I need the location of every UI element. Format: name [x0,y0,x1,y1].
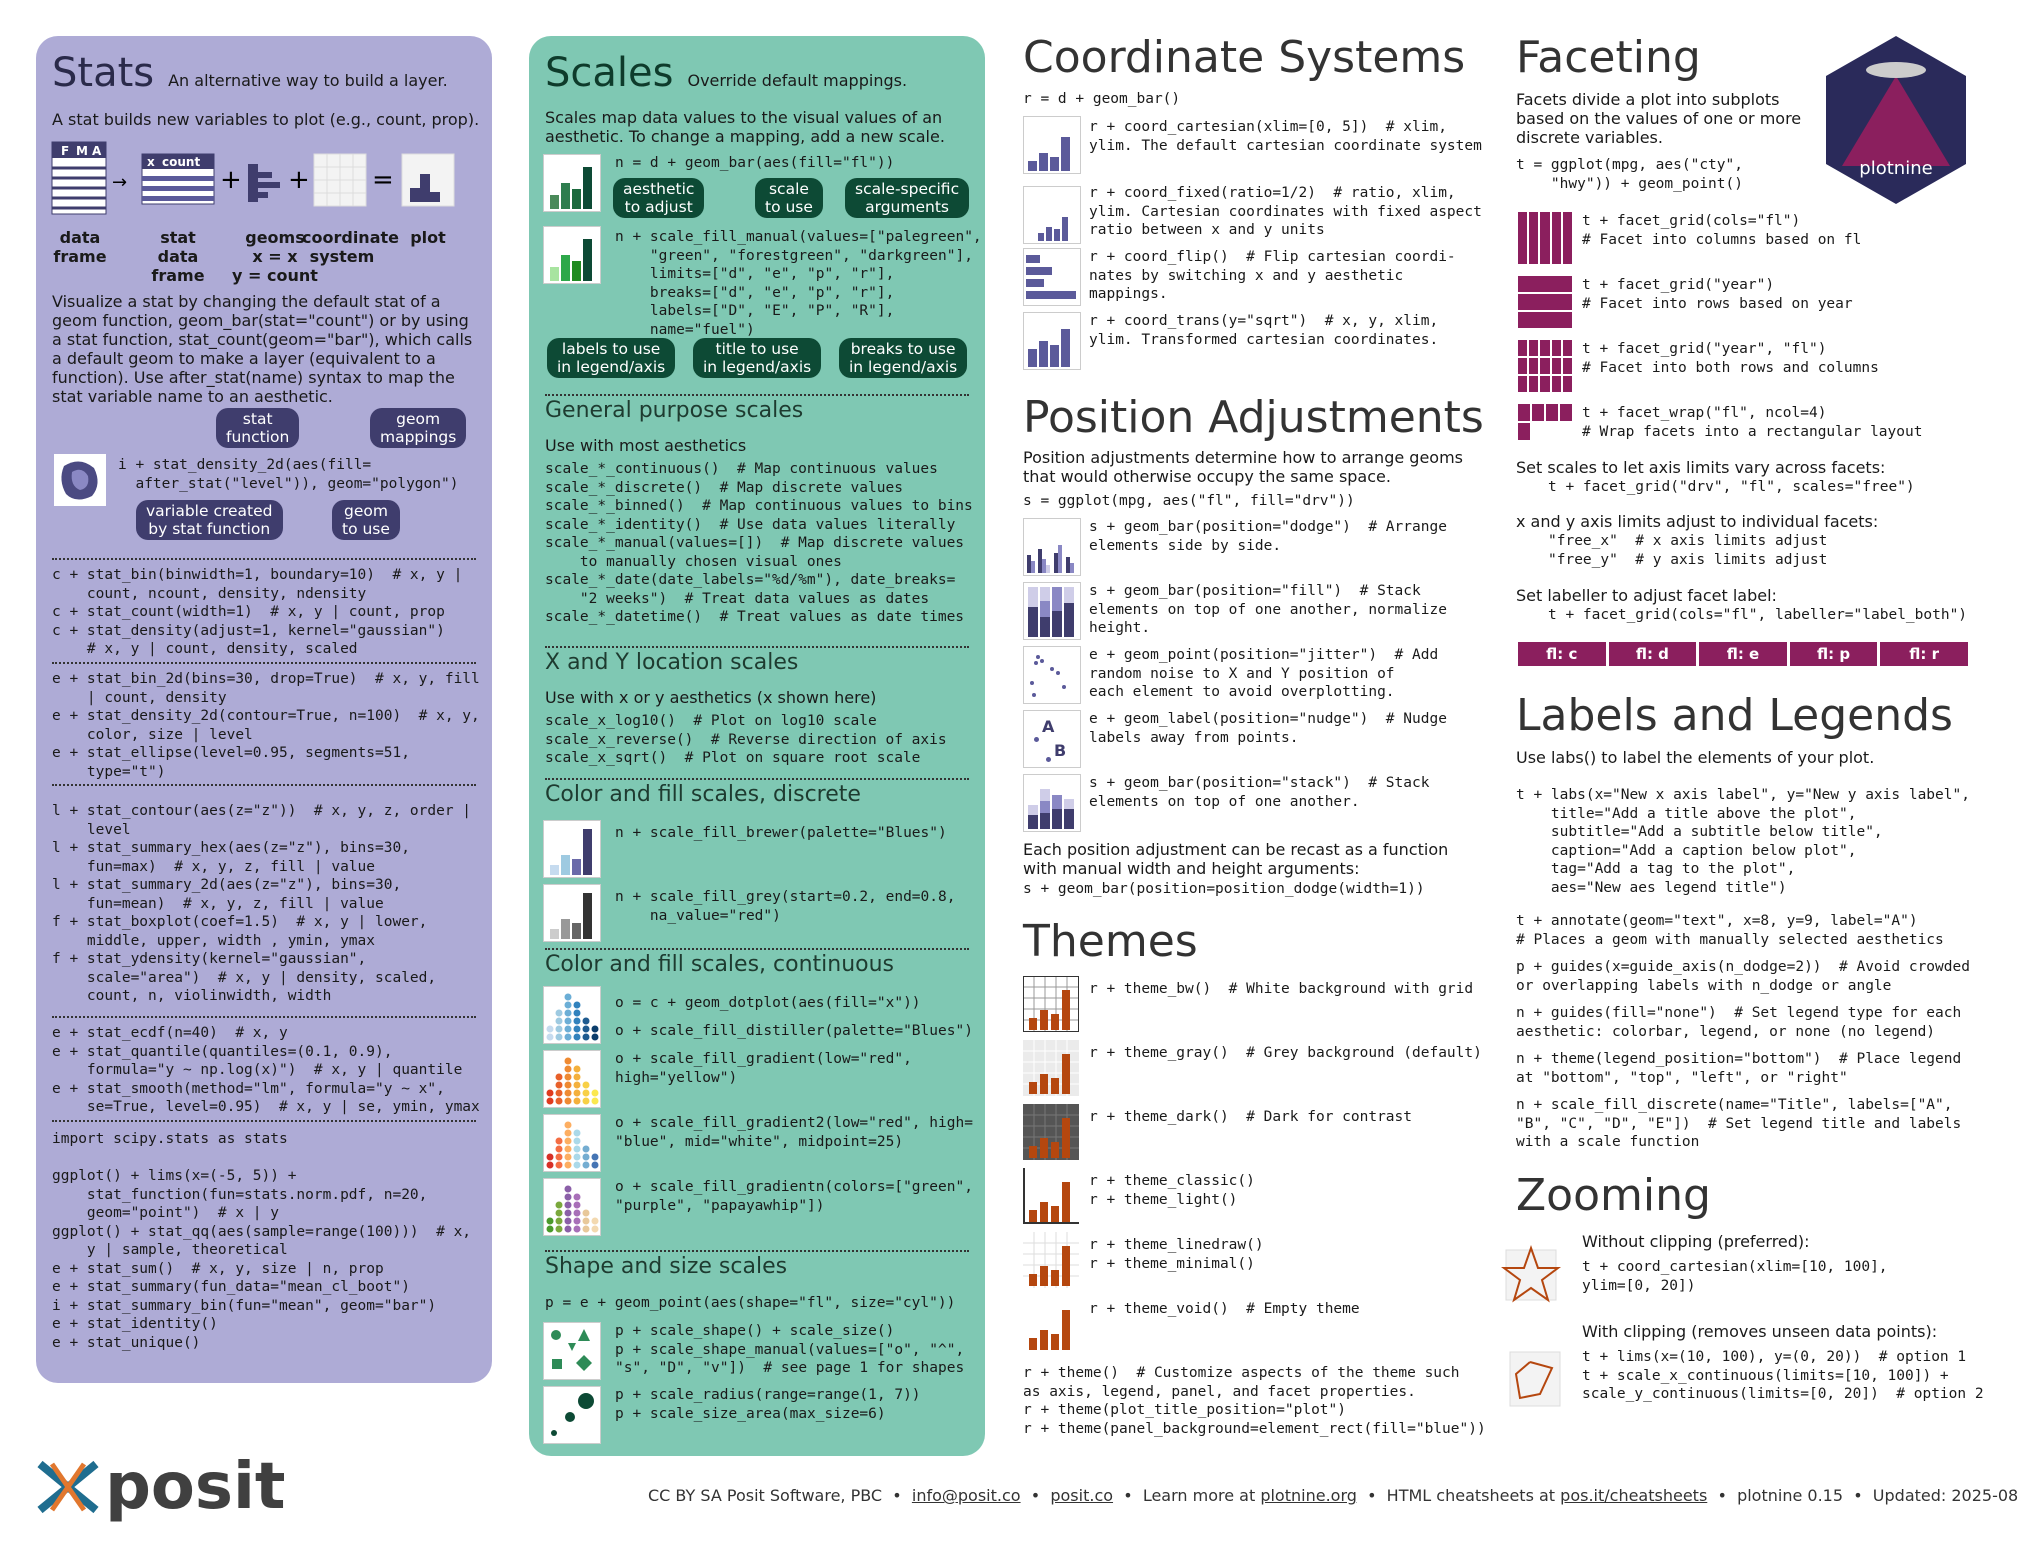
coord-item-3: r + coord_flip() # Flip cartesian coordi- nates by switching x and y aesthetic mappings. [1089,249,1456,302]
footer-site-link[interactable]: posit.co [1050,1486,1114,1505]
footer-learn: Learn more at [1142,1486,1256,1505]
dot-mark [574,1026,581,1033]
coord-trans-thumb [1023,312,1081,370]
dot-mark [565,1130,572,1137]
dot-mark [556,1202,563,1209]
dot-mark [583,1162,590,1169]
dot-mark [565,1162,572,1169]
theme-outro-code: r + theme() # Customize aspects of the theme such as axis, legend, panel, and facet properties. r + theme(plot_title_position="plot") r + theme(panel_background=element_rect(fill="blue")) [1023,1365,1486,1437]
general-title: General purpose scales [545,398,804,423]
dot-mark [574,1154,581,1161]
zoom-without-code: t + coord_cartesian(xlim=[10, 100], ylim=[0, 20]) [1582,1259,1888,1294]
manual-bar-thumb [543,226,601,284]
dot-mark [547,1218,554,1225]
zoom-star-thumb [1500,1244,1562,1306]
geoms-label: geoms x = x y = count [232,228,318,285]
stats-code-2: e + stat_bin_2d(bins=30, drop=True) # x, y, fill | count, density e + stat_density_2d(contour=True, n=100) # x, y, color, size | level e + stat_ellipse(level=0.95, segments=51, type="t") [52,671,480,780]
dot-mark [565,1066,572,1073]
stat-flow-svg [52,142,482,312]
dot-mark [547,1090,554,1097]
dot-mark [574,1098,581,1105]
dot-mark [565,1202,572,1209]
footer-cheatsheets-link[interactable]: pos.it/cheatsheets [1560,1486,1708,1505]
stat-x: x [147,155,155,169]
facet-cell [1546,404,1558,421]
position-outro-code: s + geom_bar(position=position_dodge(width=1)) [1023,881,1425,897]
scales-code-top: n = d + geom_bar(aes(fill="fl")) [615,155,895,171]
logo-text: plotnine [1859,158,1933,179]
dot-mark [547,1162,554,1169]
labels-item-1: t + annotate(geom="text", x=8, y=9, label="A") # Places a geom with manually selected aesthetics [1516,913,1944,948]
coord-cartesian-thumb [1023,116,1081,174]
theme-thumb [1023,1168,1079,1228]
dot-mark [556,1082,563,1089]
coords-title: Coordinate Systems [1023,32,1466,83]
facet-cell [1563,340,1572,356]
stat-count: count [162,155,201,169]
dot-mark [556,1226,563,1233]
dot-mark [556,1154,563,1161]
facet-cell [1518,376,1527,392]
dot-mark [583,1146,590,1153]
divider [545,646,969,648]
pill-aesthetic: aesthetic to adjust [613,178,704,218]
jitter-thumb [1023,646,1081,704]
dot-mark [592,1154,599,1161]
dot-mark [556,1210,563,1217]
dot-mark [565,1010,572,1017]
density-code: i + stat_density_2d(aes(fill= after_stat("level")), geom="polygon") [118,457,459,492]
dot-mark [592,1098,599,1105]
facet-cell [1518,340,1527,356]
scales-header [545,50,907,96]
discrete-code-1: n + scale_fill_brewer(palette="Blues") [615,825,947,841]
coord-item-2: r + coord_fixed(ratio=1/2) # ratio, xlim, ylim. Cartesian coordinates with fixed aspect ratio between x and y units [1089,185,1482,238]
dot-mark [574,1194,581,1201]
facet-cell [1529,358,1538,374]
position-base: s = ggplot(mpg, aes("fl", fill="drv")) [1023,493,1355,509]
theme-item-1: r + theme_bw() # White background with grid [1089,981,1474,997]
dot-mark [574,1018,581,1025]
stats-code-3: l + stat_contour(aes(z="z")) # x, y, z, order | level l + stat_summary_hex(aes(z="z"), bins=30, fun=max) # x, y, z, fill | value l + stat_summary_2d(aes(z="z"), bins=30, fun=mean) # x, y, z, fill | value f + stat_boxplot(coef=1.5) # x, y | lower, middle, upper, width , ymin, ymax f + stat_ydensity(kernel="gaussian", scale="area") # x, y | density, scaled, count, n, violinwidth, width [52,803,472,1004]
facet-cell [1518,423,1530,440]
facet-cell [1563,376,1572,392]
size-thumb [543,1386,601,1444]
pill-geom-to-use: geom to use [332,500,400,540]
stats-visualize: Visualize a stat by changing the default stat of a geom function, geom_bar(stat="count") or by using a stat function, stat_count(geom="bar"), which calls a default geom to make a layer (equivalent to a function). Use after_stat(name) syntax to map the stat variable name to an aesthetic. [52,292,473,406]
dot-mark [592,1090,599,1097]
pill-scale-args: scale-specific arguments [845,178,969,218]
facet-grid-thumb [1518,340,1572,392]
plot-label: plot [410,228,446,247]
dot-mark [565,1210,572,1217]
fill-bar-thumb [543,154,601,212]
dot-mark [592,1226,599,1233]
footer-email-link[interactable]: info@posit.co [911,1486,1021,1505]
labels-item-3: n + guides(fill="none") # Set legend type for each aesthetic: colorbar, legend, or none (no legend) [1516,1005,1962,1040]
dot-mark [547,1098,554,1105]
stats-panel [36,36,492,1383]
footer-line: CC BY SA Posit Software, PBC • info@posit.co • posit.co • Learn more at plotnine.org • HTML cheatsheets at pos.it/cheatsheets • plotnine 0.15 • Updated: 2025-08 [648,1486,2018,1505]
facet-cell [1560,404,1572,421]
dot-mark [565,1122,572,1129]
point-marker [1046,757,1051,762]
pill-scale-to-use: scale to use [755,178,823,218]
facet-cell [1563,358,1572,374]
dot-mark [565,1146,572,1153]
dot-mark [565,1218,572,1225]
dot-mark [565,1018,572,1025]
dot-mark [574,1130,581,1137]
arrow-icon: → [112,172,128,193]
nudge-letter-a: A [1042,717,1055,736]
dot-mark [574,1082,581,1089]
dot-mark [574,1218,581,1225]
plus-icon-2: + [288,165,310,195]
zoom-title: Zooming [1516,1170,1711,1221]
fma-a: A [92,144,102,158]
xy-title: X and Y location scales [545,650,799,675]
position-title: Position Adjustments [1023,392,1484,443]
plus-icon: + [220,165,242,195]
discrete-code-2: n + scale_fill_grey(start=0.2, end=0.8, na_value="red") [615,889,956,924]
stat-df-label: stat data frame [151,228,205,285]
dot-mark [556,1090,563,1097]
coords-base: r = d + geom_bar() [1023,91,1181,107]
theme-item-2: r + theme_gray() # Grey background (default) [1089,1045,1482,1061]
dot-mark [583,1218,590,1225]
dot-mark [556,1074,563,1081]
dot-mark [574,1146,581,1153]
stats-title: Stats [52,50,155,96]
dot-mark [574,1162,581,1169]
facet-wrap-thumb [1518,404,1572,440]
facet-strip: fl: p [1790,642,1878,666]
faceting-title: Faceting [1516,32,1701,83]
pill-breaks: breaks to use in legend/axis [839,338,967,378]
dot-mark [547,1154,554,1161]
theme-item-5: r + theme_linedraw() r + theme_minimal() [1089,1237,1264,1272]
shape-thumb [543,1322,601,1380]
density-thumb [54,454,106,506]
dot-mark [565,1058,572,1065]
facet-item-3: t + facet_grid("year", "fl") # Facet into both rows and columns [1582,341,1879,376]
coord-grid [314,154,366,206]
dot-mark [592,1162,599,1169]
pill-variable-created: variable created by stat function [136,500,283,540]
nudge-letter-b: B [1054,741,1067,760]
position-item-1: s + geom_bar(position="dodge") # Arrange elements side by side. [1089,519,1447,554]
labels-title: Labels and Legends [1516,690,1953,741]
dot-mark [565,1138,572,1145]
fill-thumb [1023,582,1081,640]
discrete-title: Color and fill scales, discrete [545,782,861,807]
dot-mark [565,1098,572,1105]
labs-code: t + labs(x="New x axis label", y="New y axis label", title="Add a title above the plot", subtitle="Add a subtitle below title", caption="Add a caption below plot", tag="Add a tag to the plot", aes="New aes legend title") [1516,787,1970,896]
theme-thumb [1023,1104,1079,1164]
coord-label: coordinate system [302,228,399,266]
dot-mark [583,1026,590,1033]
stats-subtitle: An alternative way to build a layer. [168,71,448,90]
dot-mark [574,1002,581,1009]
pill-stat-function: stat function [216,408,299,448]
divider [52,558,476,560]
facet-labeller-text: Set labeller to adjust facet label: [1516,586,1777,605]
dot-mark [592,1034,599,1041]
dot-mark [565,1194,572,1201]
theme-item-3: r + theme_dark() # Dark for contrast [1089,1109,1413,1125]
nudge-thumb [1023,710,1081,768]
dot-mark [574,1226,581,1233]
zoom-with: With clipping (removes unseen data points): [1582,1322,1938,1341]
themes-title: Themes [1023,916,1198,967]
position-item-5: s + geom_bar(position="stack") # Stack elements on top of one another. [1089,775,1430,810]
pill-labels: labels to use in legend/axis [547,338,675,378]
dot-mark [556,1218,563,1225]
cont-code-1: o + scale_fill_distiller(palette="Blues") [615,1023,973,1039]
stats-header [52,50,448,96]
dot-mark [565,1034,572,1041]
dot-mark [583,1210,590,1217]
posit-wordmark: posit [105,1450,286,1524]
scales-intro: Scales map data values to the visual values of an aesthetic. To change a mapping, add a new scale. [545,108,945,146]
grey-thumb [543,884,601,942]
facet-strip: fl: c [1518,642,1606,666]
dot-mark [556,1162,563,1169]
dot-mark [556,1018,563,1025]
facet-item-4: t + facet_wrap("fl", ncol=4) # Wrap facets into a rectangular layout [1582,405,1923,440]
dot-mark [547,1034,554,1041]
dot-mark [583,1226,590,1233]
general-code: scale_*_continuous() # Map continuous values scale_*_discrete() # Map discrete values scale_*_binned() # Map continuous values to bins scale_*_identity() # Use data values literally scale_*_manual(values=[]) # Map discrete values to manually chosen visual ones scale_*_date(date_labels="%d/%m"), date_breaks= "2 weeks") # Treat data values as dates scale_*_datetime() # Treat values as date times [545,461,973,625]
facet-cell [1529,376,1538,392]
footer-html: HTML cheatsheets at [1386,1486,1556,1505]
dot-mark [565,1186,572,1193]
divider [545,394,969,396]
scales-title: Scales [545,50,674,96]
theme-item-4: r + theme_classic() r + theme_light() [1089,1173,1255,1208]
dot-mark [583,1154,590,1161]
facet-free-text: x and y axis limits adjust to individual facets: [1516,512,1879,531]
dot-mark [565,1082,572,1089]
dot-mark [583,1098,590,1105]
facet-strip: fl: e [1699,642,1787,666]
pill-title: title to use in legend/axis [693,338,821,378]
divider [52,1016,476,1018]
zoom-without: Without clipping (preferred): [1582,1232,1810,1251]
theme-thumb [1023,1040,1079,1100]
df-label: data frame [53,228,107,266]
labels-item-5: n + scale_fill_discrete(name="Title", labels=["A", "B", "C", "D", "E"]) # Set legend title and labels with a scale function [1516,1097,1962,1150]
dot-mark [565,1154,572,1161]
cont-code-2: o + scale_fill_gradient(low="red", high="yellow") [615,1051,912,1086]
facet-cell [1529,340,1538,356]
general-intro: Use with most aesthetics [545,436,747,455]
footer-license: CC BY SA Posit Software, PBC [648,1486,883,1505]
position-outro: Each position adjustment can be recast as a function with manual width and height arguments: [1023,840,1449,878]
distiller-thumb [543,986,601,1044]
dot-mark [556,1138,563,1145]
shape-code-2: p + scale_radius(range=range(1, 7)) p + scale_size_area(max_size=6) [615,1387,921,1422]
cont-code-0: o = c + geom_dotplot(aes(fill="x")) [615,995,921,1011]
dot-mark [547,1226,554,1233]
coord-flip-thumb [1023,248,1081,306]
dot-mark [556,1026,563,1033]
dot-mark [565,1226,572,1233]
shape-code-0: p = e + geom_point(aes(shape="fl", size="cyl")) [545,1295,956,1311]
dot-mark [574,1202,581,1209]
dot-mark [556,1146,563,1153]
posit-logo [36,1450,286,1524]
facet-strip: fl: r [1880,642,1968,666]
labels-intro: Use labs() to label the elements of your plot. [1516,748,1875,767]
dot-mark [565,1090,572,1097]
divider [52,784,476,786]
dot-mark [565,1074,572,1081]
coord-item-1: r + coord_cartesian(xlim=[0, 5]) # xlim, ylim. The default cartesian coordinate system [1089,119,1482,154]
scales-panel [529,36,985,1456]
facet-cell [1518,358,1527,374]
dot-mark [565,994,572,1001]
theme-thumb [1023,976,1079,1036]
shape-code-1: p + scale_shape() + scale_size() p + scale_shape_manual(values=["o", "^", "s", "D", "v"]) # see page 1 for shapes [615,1323,965,1376]
footer-plotnine-link[interactable]: plotnine.org [1260,1486,1357,1505]
dot-mark [565,1002,572,1009]
coord-item-4: r + coord_trans(y="sqrt") # x, y, xlim, ylim. Transformed cartesian coordinates. [1089,313,1439,348]
dot-mark [574,1066,581,1073]
dot-mark [556,1010,563,1017]
gradient2-thumb [543,1114,601,1172]
facet-cell [1540,376,1549,392]
facet-strip: fl: d [1609,642,1697,666]
position-item-3: e + geom_point(position="jitter") # Add random noise to X and Y position of each element to avoid overplotting. [1089,647,1439,700]
dot-mark [583,1018,590,1025]
position-intro: Position adjustments determine how to arrange geoms that would otherwise occupy the same space. [1023,448,1463,486]
facet-item-1: t + facet_grid(cols="fl") # Facet into columns based on fl [1582,213,1862,248]
position-item-4: e + geom_label(position="nudge") # Nudge labels away from points. [1089,711,1447,746]
gradient-thumb [543,1050,601,1108]
theme-thumb [1023,1296,1079,1356]
zoom-clip-thumb [1500,1348,1562,1410]
dot-mark [547,1026,554,1033]
faceting-base: t = ggplot(mpg, aes("cty", "hwy")) + geom_point() [1516,157,1743,192]
dot-mark [583,1082,590,1089]
footer-version: plotnine 0.15 [1737,1486,1844,1505]
gradientn-thumb [543,1178,601,1236]
facet-cell [1540,358,1549,374]
facet-free-code: "free_x" # x axis limits adjust "free_y" # y axis limits adjust [1548,533,1828,568]
pill-geom-mappings: geom mappings [370,408,466,448]
stats-intro: A stat builds new variables to plot (e.g., count, prop). [52,110,480,129]
dot-mark [592,1218,599,1225]
cont-code-3: o + scale_fill_gradient2(low="red", high= "blue", mid="white", midpoint=25) [615,1115,973,1150]
divider [545,1250,969,1252]
coord-fixed-thumb [1023,186,1081,244]
dot-mark [565,1026,572,1033]
divider [545,778,969,780]
theme-thumb [1023,1232,1079,1292]
continuous-title: Color and fill scales, continuous [545,952,895,977]
divider [52,1120,476,1122]
facet-scales-text: Set scales to let axis limits vary across facets: [1516,458,1886,477]
facet-cell [1552,340,1561,356]
position-item-2: s + geom_bar(position="fill") # Stack elements on top of one another, normalize height. [1089,583,1447,636]
xy-code: scale_x_log10() # Plot on log10 scale scale_x_reverse() # Reverse direction of axis scale_x_sqrt() # Plot on square root scale [545,713,947,766]
equals-icon: = [372,165,394,195]
facet-cell [1540,340,1549,356]
dot-mark [574,1010,581,1017]
facet-cell [1532,404,1544,421]
dot-mark [583,1034,590,1041]
stats-code-4: e + stat_ecdf(n=40) # x, y e + stat_quantile(quantiles=(0.1, 0.9), formula="y ~ np.log(x)") # x, y | quantile e + stat_smooth(method="lm", formula="y ~ x", se=True, level=0.95) # x, y | se, ymin, ymax [52,1025,480,1115]
facet-cell [1518,404,1530,421]
zoom-with-code: t + lims(x=(10, 100), y=(0, 20)) # option 1 t + scale_x_continuous(limits=[10, 100]) + scale_y_continuous(limits=[0, 20]) # option 2 [1582,1349,1984,1402]
xy-intro: Use with x or y aesthetics (x shown here) [545,688,877,707]
scales-subtitle: Override default mappings. [687,71,908,90]
theme-item-6: r + theme_void() # Empty theme [1089,1301,1360,1317]
dot-mark [583,1090,590,1097]
facet-rows-thumb [1518,276,1572,328]
dot-mark [574,1074,581,1081]
footer-updated: Updated: 2025-08 [1872,1486,2018,1505]
divider [545,948,969,950]
scales-code-manual: n + scale_fill_manual(values=["palegreen", "green", "forestgreen", "darkgreen"], limits=["d", "e", "p", "r"], breaks=["d", "e", "p", "r"], labels=["D", "E", "P", "R"], name="fuel") [615,229,982,338]
facet-scales-code: t + facet_grid("drv", "fl", scales="free") [1548,479,1915,495]
dodge-thumb [1023,518,1081,576]
labels-item-4: n + theme(legend_position="bottom") # Place legend at "bottom", "top", "left", or "right" [1516,1051,1962,1086]
dot-mark [592,1026,599,1033]
brewer-thumb [543,820,601,878]
dot-mark [574,1138,581,1145]
fma-f: F [61,144,70,158]
facet-item-2: t + facet_grid("year") # Facet into rows based on year [1582,277,1853,312]
fma-m: M [76,144,88,158]
dot-mark [574,1034,581,1041]
stats-code-5: import scipy.stats as stats ggplot() + lims(x=(-5, 5)) + stat_function(fun=stats.norm.pdf, n=20, geom="point") # x | y ggplot() + stat_qq(aes(sample=range(100))) # x, y | sample, theoretical e + stat_sum() # x, y, size | n, prop e + stat_summary(fun_data="mean_cl_boot") i + stat_summary_bin(fun="mean", geom="bar") e + stat_identity() e + stat_unique() [52,1131,472,1351]
facet-strips [1518,642,1968,666]
divider [52,662,476,664]
faceting-intro: Facets divide a plot into subplots based on the values of one or more discrete variables. [1516,90,1802,147]
facet-cell [1552,376,1561,392]
dot-mark [574,1090,581,1097]
stats-diagram [52,142,482,312]
stats-code-1: c + stat_bin(binwidth=1, boundary=10) # x, y | count, ncount, density, ndensity c + stat_count(width=1) # x, y | count, prop c + stat_density(adjust=1, kernel="gaussian") # x, y | count, density, scaled [52,567,463,657]
dot-mark [574,1210,581,1217]
labels-item-2: p + guides(x=guide_axis(n_dodge=2)) # Avoid crowded or overlapping labels with n_dodge or angle [1516,959,1970,994]
facet-cols-thumb [1518,212,1572,264]
facet-labeller-code: t + facet_grid(cols="fl", labeller="label_both") [1548,607,1968,623]
stack-thumb [1023,774,1081,832]
cont-code-4: o + scale_fill_gradientn(colors=["green", "purple", "papayawhip"]) [615,1179,973,1214]
dot-mark [556,1034,563,1041]
shape-title: Shape and size scales [545,1254,788,1279]
point-marker [1034,737,1039,742]
dot-mark [556,1098,563,1105]
plotnine-logo [1826,36,1966,204]
facet-cell [1552,358,1561,374]
